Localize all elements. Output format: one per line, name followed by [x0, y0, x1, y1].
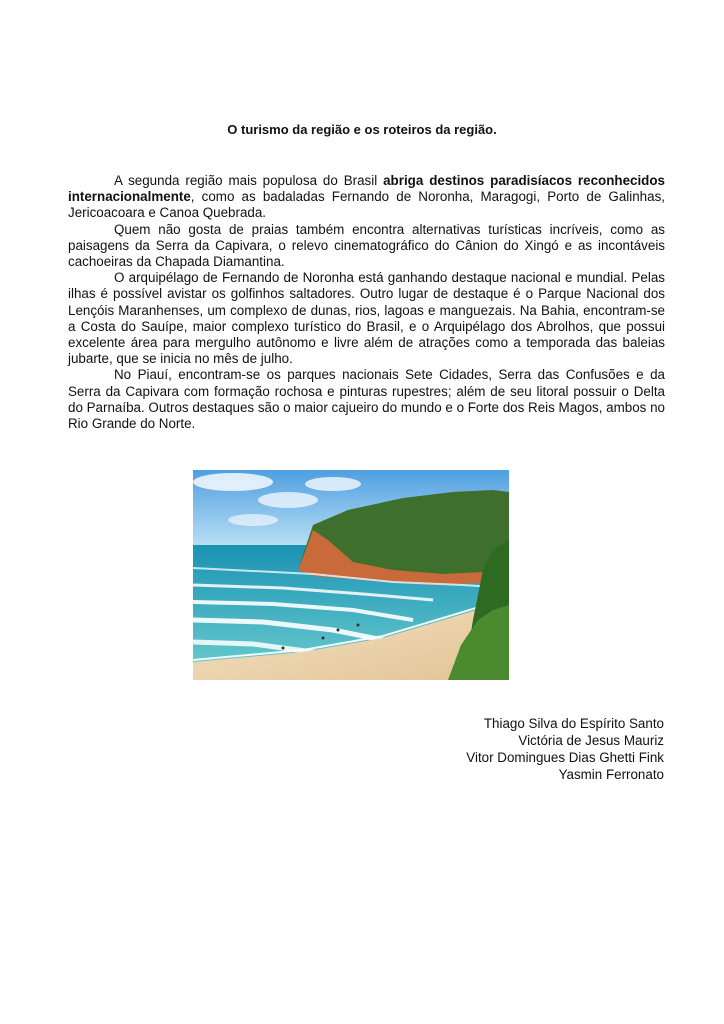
paragraph-3: O arquipélago de Fernando de Noronha está ganhando destaque nacional e mundial. Pelas ilhas é possível avistar os golfinhos saltadores. Outro lugar de destaque é o Parque Nacional dos Lençóis Maranhenses, um complexo de dunas, rios, lagoas e manguezais. Na Bahia, encontram-se a Costa do Sauípe, maior complexo turístico do Brasil, e o Arquipélago dos Abrolhos, que possui excelente área para mergulho autônomo e livre além de atrações como a temporada das baleias jubarte, que se inicia no mês de julho. — [68, 270, 665, 367]
paragraph-4: No Piauí, encontram-se os parques nacionais Sete Cidades, Serra das Confusões e da Serra da Capivara com formação rochosa e pinturas rupestres; além de seu litoral possuir o Delta do Parnaíba. Outros destaques são o maior cajueiro do mundo e o Forte dos Reis Magos, ambos no Rio Grande do Norte. — [68, 367, 665, 432]
paragraph-1-bold: abriga destinos paradisíacos reconhecidos internacionalmente — [68, 173, 665, 205]
author-name: Vitor Domingues Dias Ghetti Fink — [466, 750, 664, 765]
author-name: Victória de Jesus Mauriz — [518, 733, 664, 748]
beach-photo — [193, 470, 509, 680]
paragraph-1-end: , como as badaladas Fernando de Noronha, Maragogi, Porto de Galinhas, Jericoacoara e Canoa Quebrada. — [68, 189, 665, 221]
authors-list — [466, 715, 664, 783]
body-text — [68, 173, 665, 432]
page-title: O turismo da região e os roteiros da região. — [227, 122, 497, 137]
paragraph-1 — [68, 173, 665, 222]
paragraph-2: Quem não gosta de praias também encontra alternativas turísticas incríveis, como as paisagens da Serra da Capivara, o relevo cinematográfico do Cânion do Xingó e as incontáveis cachoeiras da Chapada Diamantina. — [68, 221, 665, 270]
author-name: Yasmin Ferronato — [558, 767, 664, 782]
author-name: Thiago Silva do Espírito Santo — [483, 716, 664, 731]
paragraph-1-start: A segunda região mais populosa do Brasil — [114, 173, 384, 188]
